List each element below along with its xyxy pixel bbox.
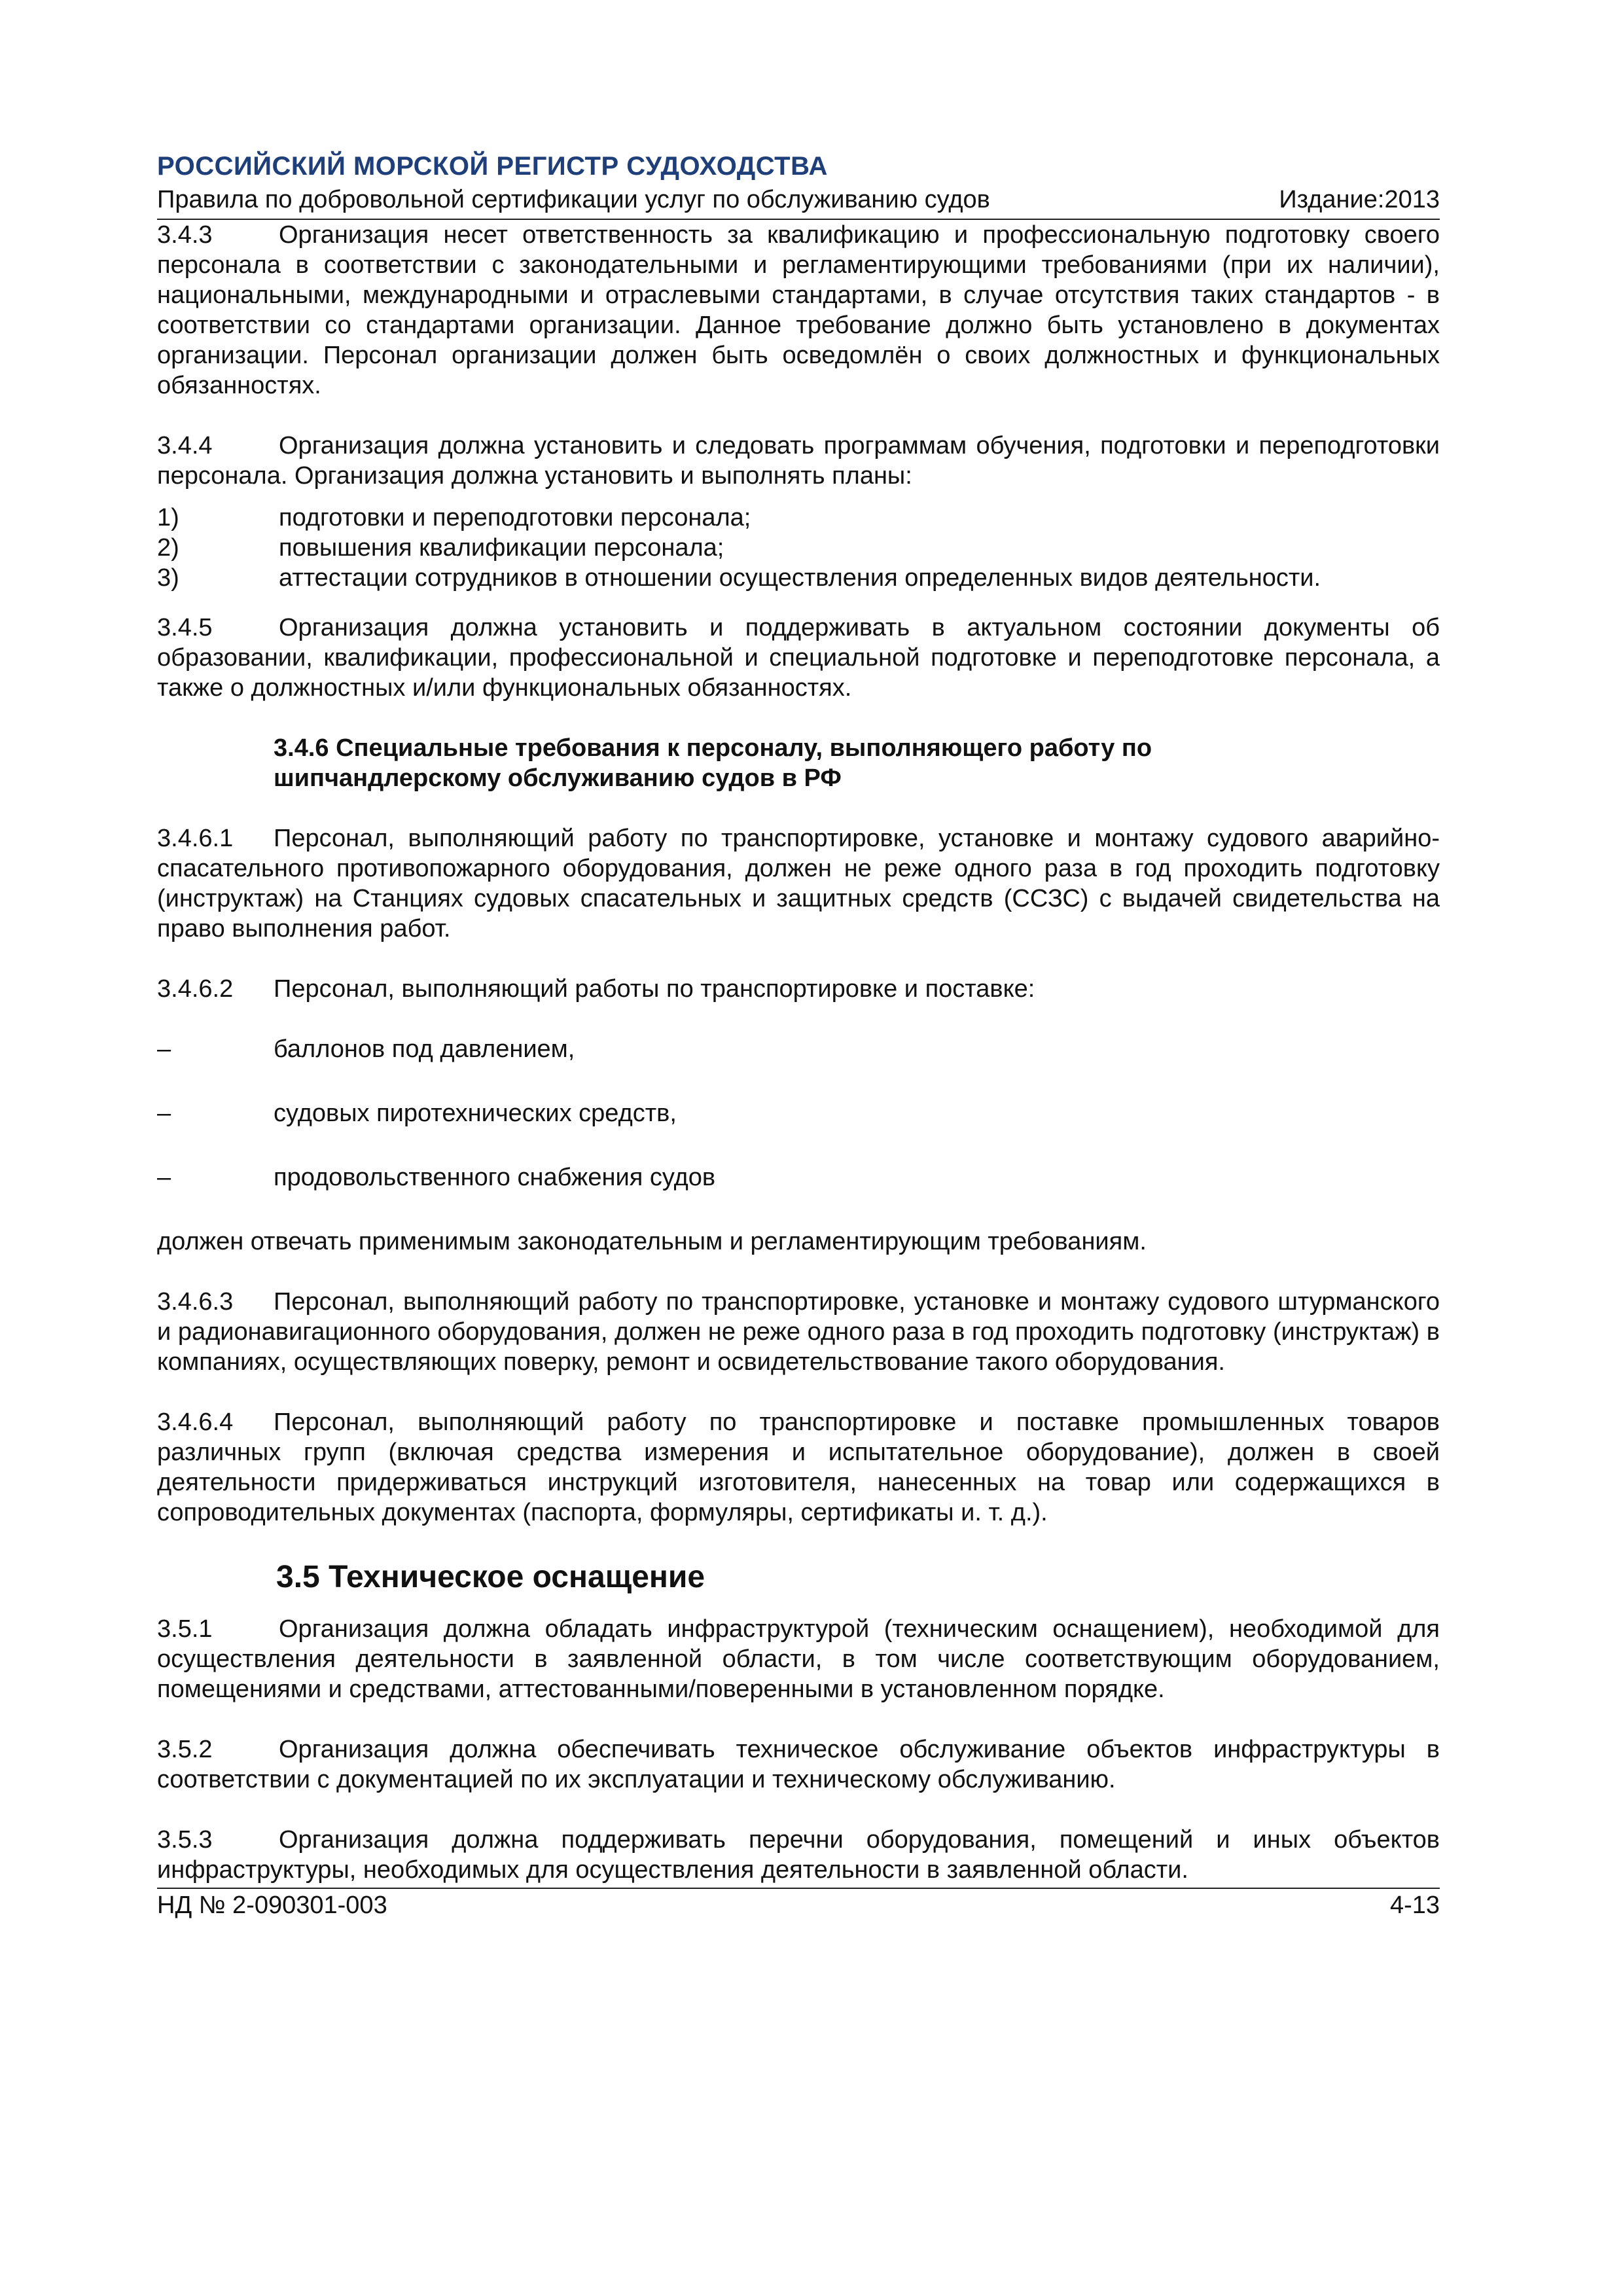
- paragraph-text: Персонал, выполняющий работу по транспортировке, установке и монтажу судового штурманского и радионавигационного оборудования, должен не реже одного раза в год проходить подготовку (инструктаж) в компаниях, осуществляющих поверку, ремонт и освидетельствование такого оборудования.: [157, 1288, 1440, 1376]
- clause-number: 3.5.2: [157, 1736, 213, 1763]
- header-edition: Издание:2013: [1279, 186, 1440, 213]
- subsection-heading-line: 3.4.6 Специальные требования к персоналу, выполняющего работу по: [274, 734, 1152, 762]
- list-marker: 3): [157, 564, 179, 592]
- subsection-heading-3-4-6: [157, 733, 1440, 793]
- paragraph-3-5-2: [157, 1734, 1440, 1795]
- paragraph-text: Персонал, выполняющий работы по транспортировке и поставке:: [274, 975, 1035, 1003]
- list-item: [157, 1098, 1440, 1128]
- paragraph-text: Персонал, выполняющий работу по транспортировке и поставке промышленных товаров различных групп (включая средства измерения и испытательное оборудование), должен в своей деятельности придерживаться инструкций изготовителя, нанесенных на товар или содержащихся в сопроводительных документах (паспорта, формуляры, сертификаты и. т. д.).: [157, 1408, 1440, 1526]
- subsection-heading-line: шипчандлерскому обслуживанию судов в РФ: [274, 764, 842, 792]
- list-item: [157, 503, 1440, 533]
- list-item: [157, 1034, 1440, 1064]
- list-item: [157, 1162, 1440, 1193]
- footer-page-number: 4-13: [1389, 1892, 1440, 1919]
- paragraph-text: Организация должна установить и следовать программам обучения, подготовки и переподготовки персонала. Организация должна установить и выполнять планы:: [157, 432, 1440, 490]
- list-item-text: продовольственного снабжения судов: [274, 1164, 716, 1191]
- paragraph-text: Организация должна обеспечивать техническое обслуживание объектов инфраструктуры в соответствии с документацией по их эксплуатации и техническому обслуживанию.: [157, 1736, 1440, 1793]
- paragraph-3-4-6-4: [157, 1407, 1440, 1528]
- paragraph-3-4-3: [157, 220, 1440, 401]
- paragraph-3-5-1: [157, 1614, 1440, 1704]
- paragraph-text: Организация должна обладать инфраструктурой (техническим оснащением), необходимой для осуществления деятельности в заявленной области, в том числе соответствующим оборудованием, помещениями и средствами, аттестованными/поверенными в установленном порядке.: [157, 1615, 1440, 1703]
- clause-number: 3.4.6.1: [157, 825, 234, 852]
- list-item: [157, 533, 1440, 563]
- page-footer: [157, 1889, 1440, 1922]
- paragraph-text: Персонал, выполняющий работу по транспортировке, установке и монтажу судового аварийно-спасательного противопожарного оборудования, должен не реже одного раза в год проходить подготовку (инструктаж) на Станциях судовых спасательных и защитных средств (ССЗС) с выдачей свидетельства на право выполнения работ.: [157, 825, 1440, 942]
- paragraph-text: Организация должна установить и поддерживать в актуальном состоянии документы об образовании, квалификации, профессиональной и специальной подготовке и переподготовке персонала, а также о должностных и/или функциональных обязанностях.: [157, 614, 1440, 702]
- paragraph-3-4-6-3: [157, 1287, 1440, 1377]
- running-header: [157, 149, 1440, 220]
- list-item-text: аттестации сотрудников в отношении осуществления определенных видов деятельности.: [279, 564, 1321, 592]
- clause-number: 3.4.6.4: [157, 1408, 234, 1436]
- list-item-text: судовых пиротехнических средств,: [274, 1100, 677, 1127]
- list-item-text: подготовки и переподготовки персонала;: [279, 504, 751, 531]
- document-page: [157, 149, 1440, 1922]
- paragraph-3-5-3: [157, 1825, 1440, 1885]
- paragraph-text: должен отвечать применимым законодательным и регламентирующим требованиям.: [157, 1228, 1147, 1255]
- dash-marker: –: [157, 1164, 171, 1191]
- paragraph-3-4-4: [157, 431, 1440, 491]
- clause-number: 3.5.1: [157, 1615, 213, 1643]
- clause-number: 3.4.4: [157, 432, 213, 459]
- clause-number: 3.4.5: [157, 614, 213, 641]
- dash-marker: –: [157, 1100, 171, 1127]
- header-subtitle: Правила по добровольной сертификации услуг по обслуживанию судов: [157, 186, 990, 213]
- dash-marker: –: [157, 1035, 171, 1063]
- paragraph-3-4-6-1: [157, 823, 1440, 944]
- list-item: [157, 563, 1440, 593]
- clause-number: 3.5.3: [157, 1826, 213, 1854]
- paragraph-3-4-5: [157, 613, 1440, 703]
- clause-number: 3.4.3: [157, 221, 213, 249]
- section-heading-3-5: 3.5 Техническое оснащение: [276, 1560, 705, 1594]
- list-item-text: баллонов под давлением,: [274, 1035, 575, 1063]
- numbered-list: [157, 503, 1440, 593]
- paragraph-3-4-6-2-tail: [157, 1227, 1440, 1257]
- list-marker: 1): [157, 504, 179, 531]
- header-title: РОССИЙСКИЙ МОРСКОЙ РЕГИСТР СУДОХОДСТВА: [157, 152, 828, 181]
- list-item-text: повышения квалификации персонала;: [279, 534, 724, 562]
- document-body: [157, 220, 1440, 1885]
- header-subtitle-row: [157, 183, 1440, 220]
- clause-number: 3.4.6.2: [157, 975, 234, 1003]
- dash-list: [157, 1034, 1440, 1193]
- paragraph-text: Организация должна поддерживать перечни оборудования, помещений и иных объектов инфраструктуры, необходимых для осуществления деятельности в заявленной области.: [157, 1826, 1440, 1884]
- paragraph-text: Организация несет ответственность за квалификацию и профессиональную подготовку своего персонала в соответствии с законодательными и регламентирующими требованиями (при их наличии), национальными, международными и отраслевыми стандартами, в случае отсутствия таких стандартов - в соответствии со стандартами организации. Данное требование должно быть установлено в документах организации. Персонал организации должен быть осведомлён о своих должностных и функциональных обязанностях.: [157, 221, 1440, 399]
- paragraph-3-4-6-2: [157, 974, 1440, 1004]
- footer-doc-number: НД № 2-090301-003: [157, 1892, 387, 1919]
- list-marker: 2): [157, 534, 179, 562]
- clause-number: 3.4.6.3: [157, 1288, 234, 1316]
